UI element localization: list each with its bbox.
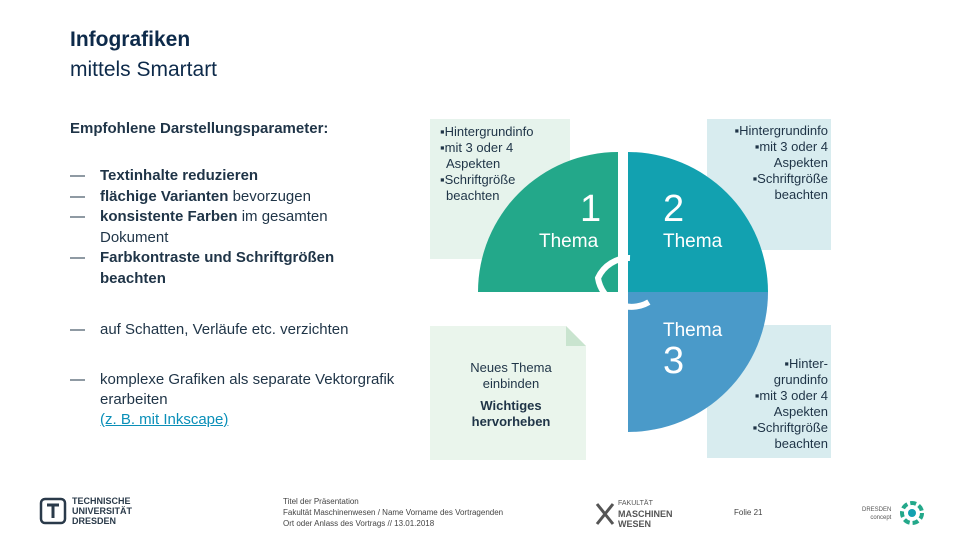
footer-line: Ort oder Anlass des Vortrags // 13.01.2018	[283, 519, 435, 528]
bullet-dash: —	[70, 371, 85, 388]
bullet-dash: —	[70, 249, 85, 266]
note-line: beachten	[446, 188, 500, 203]
topic-3-number: 3	[663, 340, 685, 382]
logo-line: WESEN	[618, 519, 652, 529]
bullet-complex	[70, 370, 400, 430]
bullet-bold-text: Farbkontraste und Schriftgrößen beachten	[100, 249, 335, 287]
bullet-dash: —	[70, 187, 85, 205]
note-line: Aspekten	[773, 404, 828, 419]
note-line: beachten	[774, 187, 828, 202]
bullet-bold-text: flächige Varianten	[100, 187, 229, 205]
note-topleft	[440, 124, 565, 204]
dresden-concept-logo-text	[862, 506, 891, 522]
note-line: ▪Hintergrundinfo	[440, 124, 534, 139]
topic-3-label: Thema	[663, 320, 723, 341]
bullet-bold-text: Textinhalte reduzieren	[100, 167, 259, 184]
faculty-logo-text	[618, 499, 673, 529]
logo-line: TECHNISCHE	[72, 496, 131, 506]
dresden-concept-logo-icon	[898, 499, 926, 527]
note-line: grundinfo	[773, 372, 828, 387]
bullet-dash: —	[70, 208, 85, 225]
tu-dresden-logo-icon	[38, 496, 68, 526]
tu-dresden-logo-text	[72, 496, 132, 526]
presentation-info	[283, 496, 503, 529]
logo-line: MASCHINEN	[618, 509, 673, 519]
page-subtitle: mittels Smartart	[70, 58, 218, 81]
note-topright	[700, 123, 828, 203]
bullet-item	[70, 166, 400, 187]
note-line: ▪Schriftgröße	[752, 420, 828, 435]
note-line: Neues Thema	[470, 360, 552, 375]
bullet-list	[70, 166, 400, 289]
bullet-shadow	[70, 320, 400, 340]
bullet-text: im gesamten Dokument	[100, 208, 328, 246]
logo-line: FAKULTÄT	[618, 500, 653, 507]
note-bottomright	[705, 356, 828, 452]
note-line: ▪Hintergrundinfo	[734, 123, 828, 138]
topic-1-label: Thema	[539, 231, 599, 252]
bullet-dash: —	[70, 321, 85, 338]
note-fold-corner	[566, 326, 586, 346]
bullet-bold-text: konsistente Farben	[100, 208, 238, 225]
page-title: Infografiken	[70, 28, 191, 51]
note-bottomleft	[440, 360, 582, 430]
note-line: ▪mit 3 oder 4	[754, 139, 828, 154]
note-line-bold: hervorheben	[471, 414, 551, 429]
footer-line: Titel der Präsentation	[283, 497, 359, 506]
note-line: ▪mit 3 oder 4	[754, 388, 828, 403]
footer-line: Fakultät Maschinenwesen / Name Vorname des Vortragenden	[283, 508, 504, 517]
bullet-text: auf Schatten, Verläufe etc. verzichten	[100, 321, 349, 338]
note-line: ▪Schriftgröße	[752, 171, 828, 186]
note-line: ▪Schriftgröße	[440, 172, 516, 187]
note-line: ▪mit 3 oder 4	[440, 140, 514, 155]
logo-line: DRESDEN	[862, 507, 892, 513]
logo-line: concept	[870, 515, 892, 521]
bullet-item	[70, 248, 400, 289]
note-line: ▪Hinter-	[784, 356, 828, 371]
note-line-bold: Wichtiges	[480, 398, 542, 413]
page-number: Folie 21	[734, 508, 763, 517]
bullet-text: bevorzugen	[232, 187, 311, 205]
note-line: Aspekten	[773, 155, 828, 170]
logo-line: DRESDEN	[72, 516, 117, 526]
bullet-dash: —	[70, 167, 85, 184]
bullet-text: komplexe Grafiken als separate Vektorgrafik erarbeiten	[100, 371, 395, 408]
note-line: Aspekten	[446, 156, 501, 171]
topic-1-number: 1	[580, 188, 602, 230]
note-line: einbinden	[482, 376, 540, 391]
section-heading: Empfohlene Darstellungsparameter:	[70, 120, 329, 137]
note-line: beachten	[774, 436, 828, 451]
inkscape-link[interactable]: (z. B. mit Inkscape)	[100, 411, 229, 428]
logo-line: UNIVERSITÄT	[72, 506, 133, 516]
topic-2-label: Thema	[663, 231, 723, 252]
bullet-item	[70, 187, 400, 208]
topic-2-number: 2	[663, 188, 685, 230]
faculty-logo-icon	[594, 500, 616, 526]
bullet-item	[70, 207, 400, 248]
